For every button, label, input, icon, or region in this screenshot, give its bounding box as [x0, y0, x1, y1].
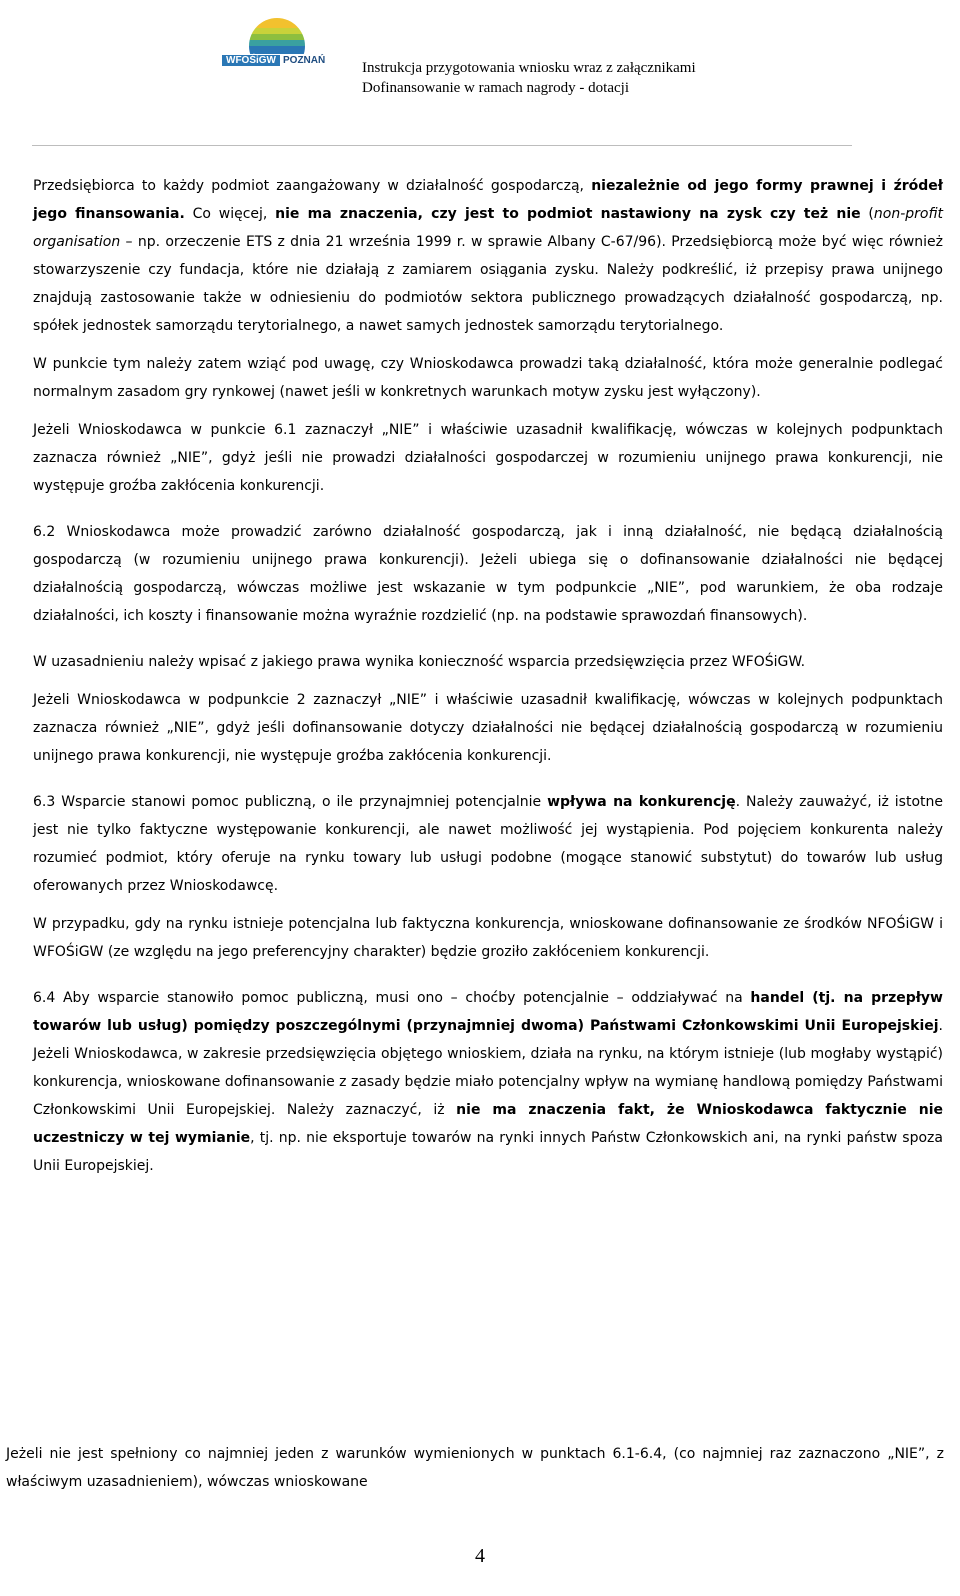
text: Co więcej,	[184, 206, 276, 222]
header-divider	[32, 145, 852, 146]
paragraph-point-6-1-nie: Jeżeli Wnioskodawca w punkcie 6.1 zaznaczył „NIE” i właściwie uzasadnił kwalifikację, wówczas w kolejnych podpunktach zaznacza również „NIE”, gdyż jeśli nie prowadzi działalności gospodarczej w rozumieniu unijnego prawa konkurencji, nie występuje groźba zakłócenia konkurencji.	[33, 422, 943, 494]
paragraph-point-consideration: W punkcie tym należy zatem wziąć pod uwagę, czy Wnioskodawca prowadzi taką działalność, która może generalnie podlegać normalnym zasadom gry rynkowej (nawet jeśli w konkretnych warunkach motyw zysku jest wyłączony).	[33, 356, 943, 400]
text: , tj. np. nie eksportuje towarów na rynki innych Państw Członkowskich ani, na rynki państw spoza Unii Europejskiej.	[33, 1130, 943, 1174]
closing-text	[6, 1440, 944, 1496]
header-title-line2: Dofinansowanie w ramach nagrody - dotacji	[362, 80, 629, 96]
section-6-3-competition: W przypadku, gdy na rynku istnieje potencjalna lub faktyczna konkurencja, wnioskowane dofinansowanie ze środków NFOŚiGW i WFOŚiGW (ze względu na jego preferencyjny charakter) będzie groziło zakłóceniem konkurencji.	[33, 916, 943, 960]
text: ), wówczas wnioskowane	[192, 1474, 368, 1490]
text: Przedsiębiorca to każdy podmiot zaangażowany w działalność gospodarczą,	[33, 178, 592, 194]
page-header	[0, 0, 960, 150]
bold-text: handel (tj. na przepływ towarów lub usług) pomiędzy poszczególnymi (przynajmniej dwoma) Państwami Członkowskimi Unii Europejskiej	[33, 990, 943, 1034]
header-title	[362, 58, 696, 98]
paragraph-entrepreneur-definition	[33, 172, 943, 340]
logo-text	[222, 55, 332, 69]
text: (	[860, 206, 874, 222]
text: 6.4 Aby wsparcie stanowiło pomoc publiczną, musi ono – choćby potencjalnie – oddziaływać na	[33, 990, 751, 1006]
bold-text: niezależnie od jego formy prawnej i źródeł jego finansowania.	[33, 178, 943, 222]
section-6-2: 6.2 Wnioskodawca może prowadzić zarówno działalność gospodarczą, jak i inną działalność, nie będącą działalnością gospodarczą (w rozumieniu unijnego prawa konkurencji). Jeżeli ubiega się o dofinansowanie działalności nie będącej działalnością gospodarczą, wówczas możliwe jest wskazanie w tym podpunkcie „NIE”, pod warunkiem, że oba rodzaje działalności, ich koszty i finansowanie można wyraźnie rozdzielić (np. na podstawie sprawozdań finansowych).	[33, 524, 943, 624]
bold-text: co najmniej raz zaznaczono „NIE”, z właściwym uzasadnieniem	[6, 1446, 944, 1490]
closing-paragraph	[6, 1440, 944, 1496]
header-title-line1: Instrukcja przygotowania wniosku wraz z załącznikami	[362, 60, 696, 76]
document-body	[33, 172, 943, 1190]
text: . Należy zauważyć, iż istotne jest nie tylko faktyczne występowanie konkurencji, ale nawet możliwość jej wystąpienia. Pod pojęciem konkurenta należy rozumieć podmiot, który oferuje na rynku towary lub usługi podobne (mogące stanowić substytut) do towarów lub usług oferowanych przez Wnioskodawcę.	[33, 794, 943, 894]
page-number: 4	[475, 1545, 485, 1567]
text: . Jeżeli Wnioskodawca, w zakresie przedsięwzięcia objętego wnioskiem, działa na rynku, na którym istnieje (lub mogłaby wystąpić) konkurencja, wnioskowane dofinansowanie z zasady będzie miało potencjalny wpływ na wymianę handlową pomiędzy Państwami Członkowskimi Unii Europejskiej. Należy zaznaczyć, iż	[33, 1018, 943, 1118]
bold-text: nie ma znaczenia fakt, że Wnioskodawca faktycznie nie uczestniczy w tej wymianie	[33, 1102, 943, 1146]
text: 6.3 Wsparcie stanowi pomoc publiczną, o ile przynajmniej potencjalnie	[33, 794, 548, 810]
logo-wfosigw: WFOŚiGW	[222, 55, 280, 66]
section-6-4	[33, 984, 943, 1180]
bold-text: wpływa na konkurencję	[547, 794, 736, 810]
logo-poznan: POZNAŃ	[283, 55, 326, 66]
section-6-2-justification: W uzasadnieniu należy wpisać z jakiego prawa wynika konieczność wsparcia przedsięwzięcia przez WFOŚiGW.	[33, 654, 806, 670]
text: – np. orzeczenie ETS z dnia 21 września 1999 r. w sprawie Albany C-67/96). Przedsiębiorcą może być więc również stowarzyszenie czy fundacja, które nie działają z zamiarem osiągania zysku. Należy podkreślić, iż przepisy prawa unijnego znajdują zastosowanie także w odniesieniu do podmiotów sektora publicznego prowadzących działalność gospodarczą, np. spółek jednostek samorządu terytorialnego, a nawet samych jednostek samorządu terytorialnego.	[33, 234, 943, 334]
italic-text: non-profit organisation	[33, 206, 944, 250]
section-6-2-nie: Jeżeli Wnioskodawca w podpunkcie 2 zaznaczył „NIE” i właściwie uzasadnił kwalifikację, wówczas w kolejnych podpunktach zaznacza również „NIE”, gdyż jeśli dofinansowanie dotyczy działalności nie będącej działalnością gospodarczą w rozumieniu unijnego prawa konkurencji, nie występuje groźba zakłócenia konkurencji.	[33, 692, 943, 764]
section-6-3	[33, 788, 943, 900]
bold-text: nie ma znaczenia, czy jest to podmiot nastawiony na zysk czy też nie	[275, 206, 861, 222]
text: Jeżeli nie jest spełniony co najmniej jeden z warunków wymienionych w punktach 6.1-6.4, (	[6, 1446, 680, 1462]
